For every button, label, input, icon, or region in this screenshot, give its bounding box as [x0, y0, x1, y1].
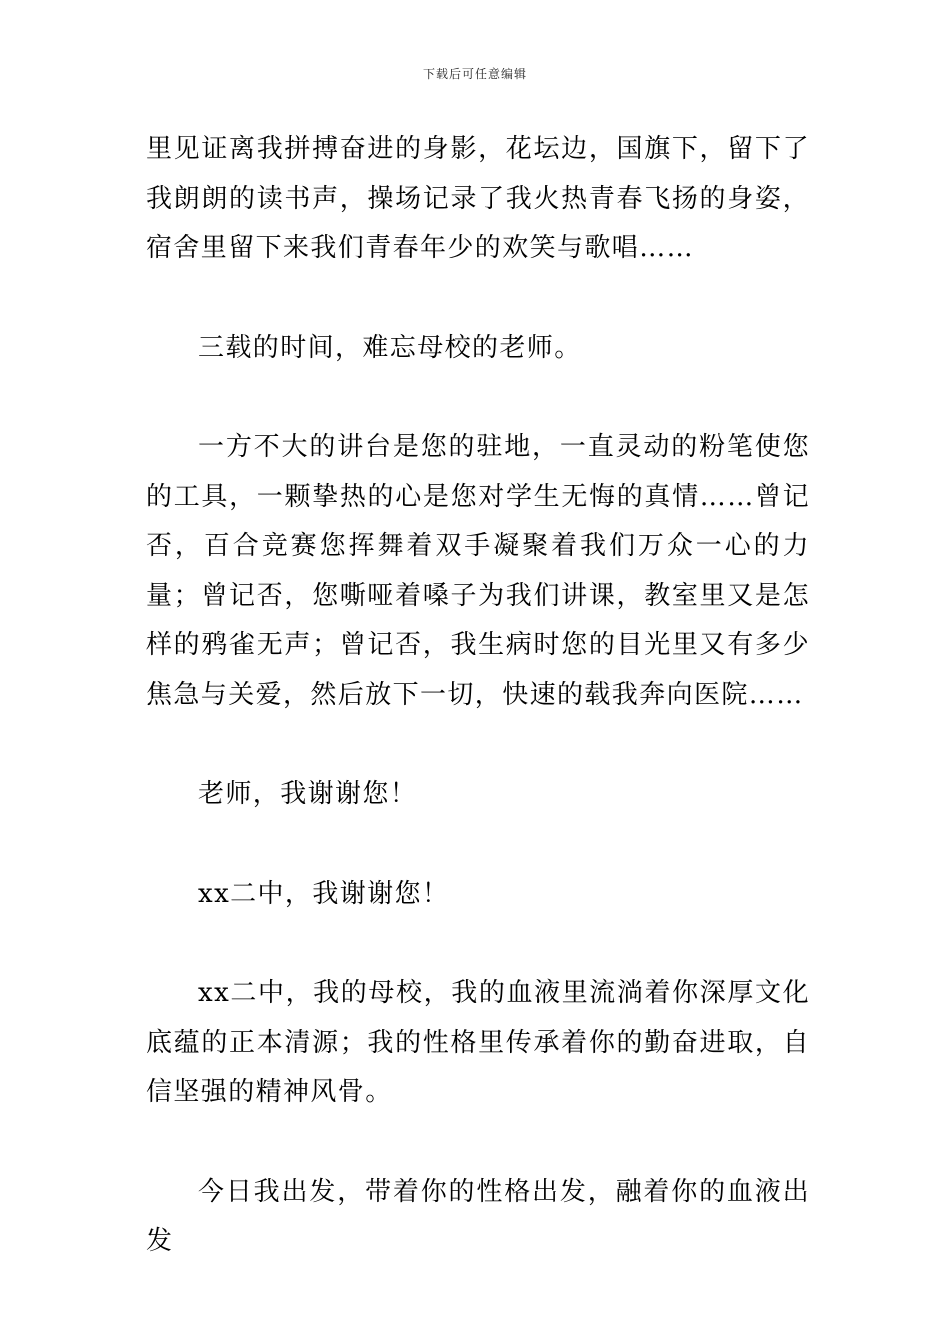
paragraph-gap — [146, 373, 810, 423]
paragraph-3: 一方不大的讲台是您的驻地，一直灵动的粉笔使您的工具，一颗挚热的心是您对学生无悔的真情……曾记否，百合竞赛您挥舞着双手凝聚着我们万众一心的力量；曾记否，您嘶哑着嗓子为我们讲课，教室里又是怎样的鸦雀无声；曾记否，我生病时您的目光里又有多少焦急与关爱，然后放下一切，快速的载我奔向医院…… — [146, 432, 810, 710]
paragraph-4: 老师，我谢谢您！ — [198, 779, 418, 809]
paragraph-5: xx二中，我谢谢您！ — [198, 878, 450, 909]
document-body — [146, 125, 810, 1267]
paragraph-gap — [146, 820, 810, 870]
paragraph-7: 今日我出发，带着你的性格出发，融着你的血液出发 — [146, 1176, 810, 1256]
paragraph-gap — [146, 274, 810, 324]
page-header: 下载后可任意编辑 — [422, 67, 527, 81]
paragraph-gap — [146, 720, 810, 770]
paragraph-2: 三载的时间，难忘母校的老师。 — [198, 332, 582, 363]
paragraph-gap — [146, 1118, 810, 1168]
paragraph-gap — [146, 919, 810, 969]
paragraph-1: 里见证离我拼搏奋进的身影，花坛边，国旗下，留下了我朗朗的读书声，操场记录了我火热青春飞扬的身姿，宿舍里留下来我们青春年少的欢笑与歌唱…… — [146, 134, 810, 263]
paragraph-6: xx二中，我的母校，我的血液里流淌着你深厚文化底蕴的正本清源；我的性格里传承着你的勤奋进取，自信坚强的精神风骨。 — [146, 978, 810, 1107]
